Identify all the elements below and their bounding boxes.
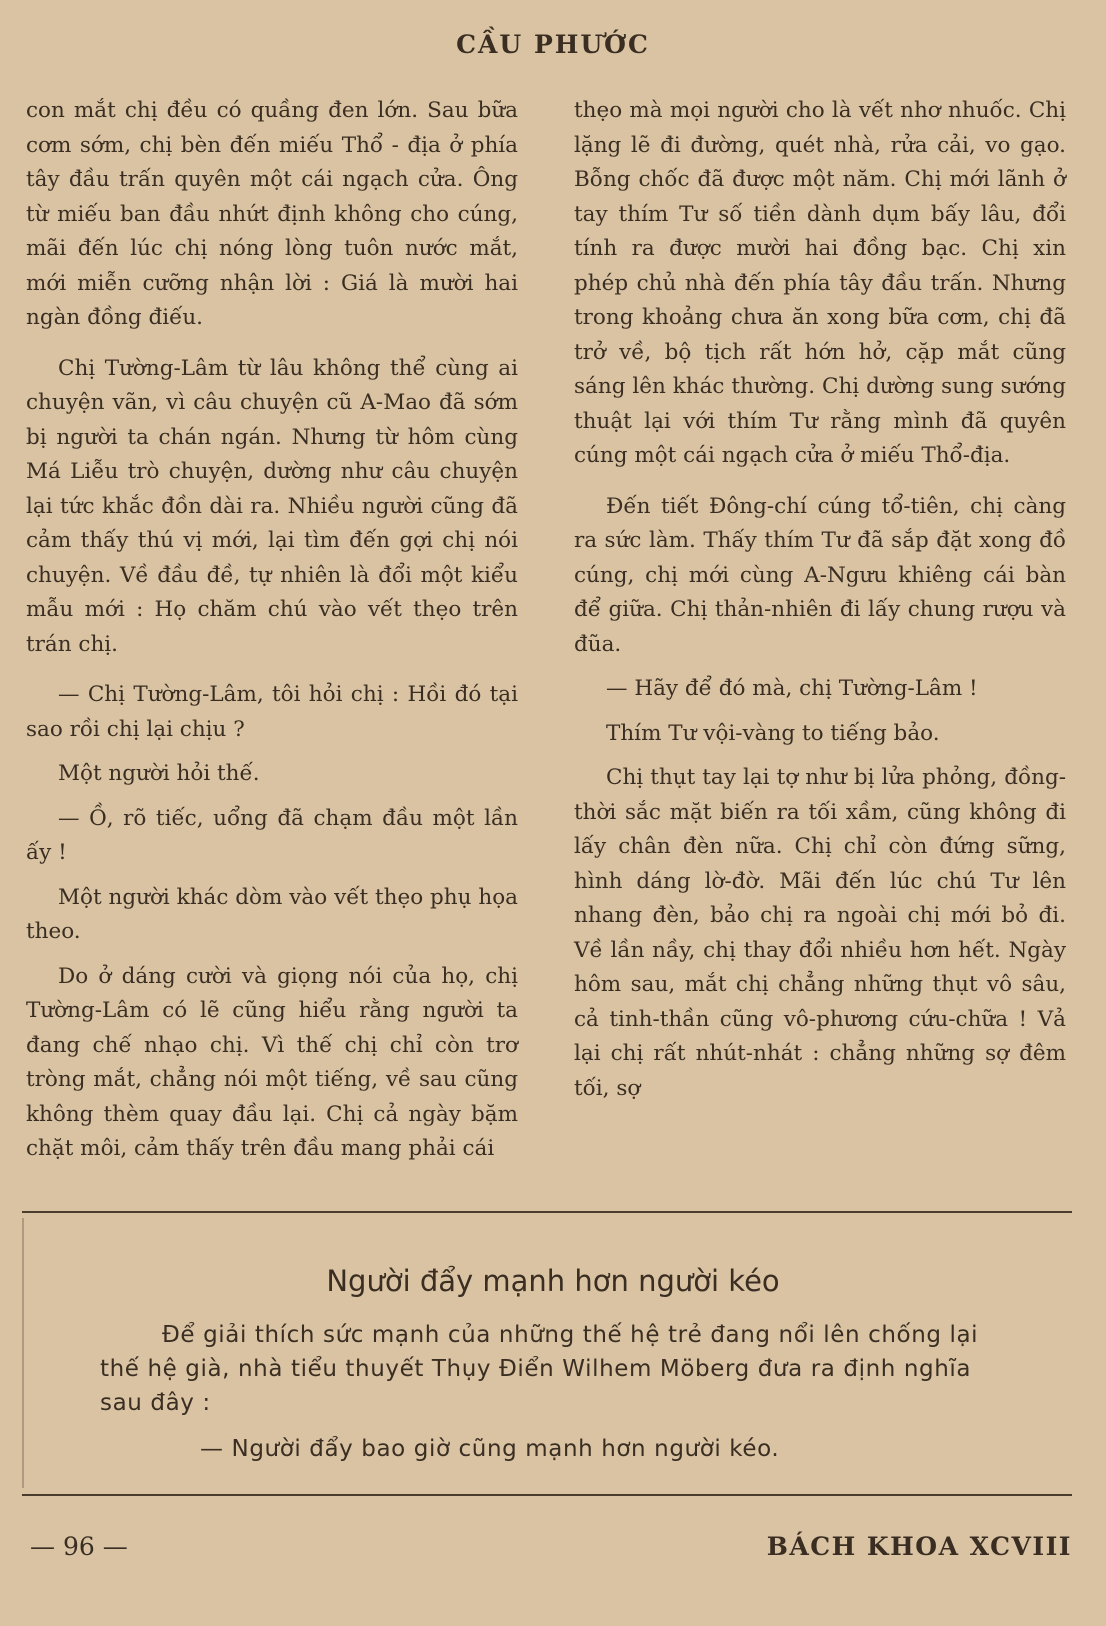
box-intro: Để giải thích sức mạnh của những thế hệ trẻ đang nổi lên chống lại thế hệ già, nhà tiểu thuyết Thụy Điển Wilhem Möberg đưa ra định nghĩa sau đây : — [100, 1322, 979, 1416]
paragraph: Thím Tư vội-vàng to tiếng bảo. — [606, 720, 940, 746]
box-quote: — Người đẩy bao giờ cũng mạnh hơn người kéo. — [200, 1436, 780, 1462]
dialogue-line: — Ồ, rõ tiếc, uổng đã chạm đầu một lần ấy ! — [26, 805, 518, 865]
box-left-border — [22, 1218, 24, 1488]
page-number: — 96 — — [30, 1532, 128, 1561]
box-body — [100, 1318, 1000, 1466]
paragraph: Chị thụt tay lại tợ như bị lửa phỏng, đồng-thời sắc mặt biến ra tối xầm, cũng không đi lấy chân đèn nữa. Chị chỉ còn đứng sững, hình dáng lờ-đờ. Mãi đến lúc chú Tư lên nhang đèn, bảo chị ra ngoài chị mới bỏ đi. Về lần nầy, chị thay đổi nhiều hơn hết. Ngày hôm sau, mắt chị chẳng những thụt vô sâu, cả tinh-thần cũng vô-phương cứu-chữa ! Vả lại chị rất nhút-nhát : chẳng những sợ đêm tối, sợ — [574, 765, 1066, 1101]
paragraph: Do ở dáng cười và giọng nói của họ, chị Tường-Lâm có lẽ cũng hiểu rằng người ta đang chế nhạo chị. Vì thế chị chỉ còn trơ tròng mắt, chẳng nói một tiếng, về sau cũng không thèm quay đầu lại. Chị cả ngày bặm chặt môi, cảm thấy trên đầu mang phải cái — [26, 963, 518, 1161]
paragraph: con mắt chị đều có quầng đen lớn. Sau bữa cơm sớm, chị bèn đến miếu Thổ - địa ở phía tây đầu trấn quyên một cái ngạch cửa. Ông từ miếu ban đầu nhứt định không cho cúng, mãi đến lúc chị nóng lòng tuôn nước mắt, mới miễn cưỡng nhận lời : Giá là mười hai ngàn đồng điếu. — [26, 98, 518, 330]
left-column — [26, 94, 518, 1177]
paragraph: Đến tiết Đông-chí cúng tổ-tiên, chị càng ra sức làm. Thấy thím Tư đã sắp đặt xong đồ cúng, chị mới cùng A-Ngưu khiêng cái bàn để giữa. Chị thản-nhiên đi lấy chung rượu và đũa. — [574, 493, 1066, 657]
running-title: CẦU PHƯỚC — [456, 30, 650, 59]
box-title: Người đẩy mạnh hơn người kéo — [326, 1264, 780, 1298]
paragraph: Một người khác dòm vào vết thẹo phụ họa theo. — [26, 884, 518, 944]
paragraph: thẹo mà mọi người cho là vết nhơ nhuốc. Chị lặng lẽ đi đường, quét nhà, rửa cải, vo gạo. Bỗng chốc đã được một năm. Chị mới lãnh ở tay thím Tư số tiền dành dụm bấy lâu, đổi tính ra được mười hai đồng bạc. Chị xin phép chủ nhà đến phía tây đầu trấn. Nhưng trong khoảng chưa ăn xong bữa cơm, chị đã trở về, bộ tịch rất hớn hở, cặp mắt cũng sáng lên khác thường. Chị dường sung sướng thuật lại với thím Tư rằng mình đã quyên cúng một cái ngạch cửa ở miếu Thổ-địa. — [574, 98, 1066, 468]
paragraph: Chị Tường-Lâm từ lâu không thể cùng ai chuyện vãn, vì câu chuyện cũ A-Mao đã sớm bị người ta chán ngán. Nhưng từ hôm cùng Má Liễu trò chuyện, dường như câu chuyện lại tức khắc đồn dài ra. Nhiều người cũng đã cảm thấy thú vị mới, lại tìm đến gợi chị nói chuyện. Về đầu đề, tự nhiên là đổi một kiểu mẫu mới : Họ chăm chú vào vết thẹo trên trán chị. — [26, 355, 518, 657]
dialogue-line: — Hãy để đó mà, chị Tường-Lâm ! — [606, 676, 978, 701]
box-bottom-rule — [22, 1494, 1072, 1496]
right-column — [574, 94, 1066, 1116]
journal-name: BÁCH KHOA XCVIII — [766, 1532, 1072, 1561]
dialogue-line: — Chị Tường-Lâm, tôi hỏi chị : Hồi đó tại sao rồi chị lại chịu ? — [26, 682, 518, 742]
paragraph: Một người hỏi thế. — [58, 761, 260, 786]
box-top-rule — [22, 1211, 1072, 1213]
